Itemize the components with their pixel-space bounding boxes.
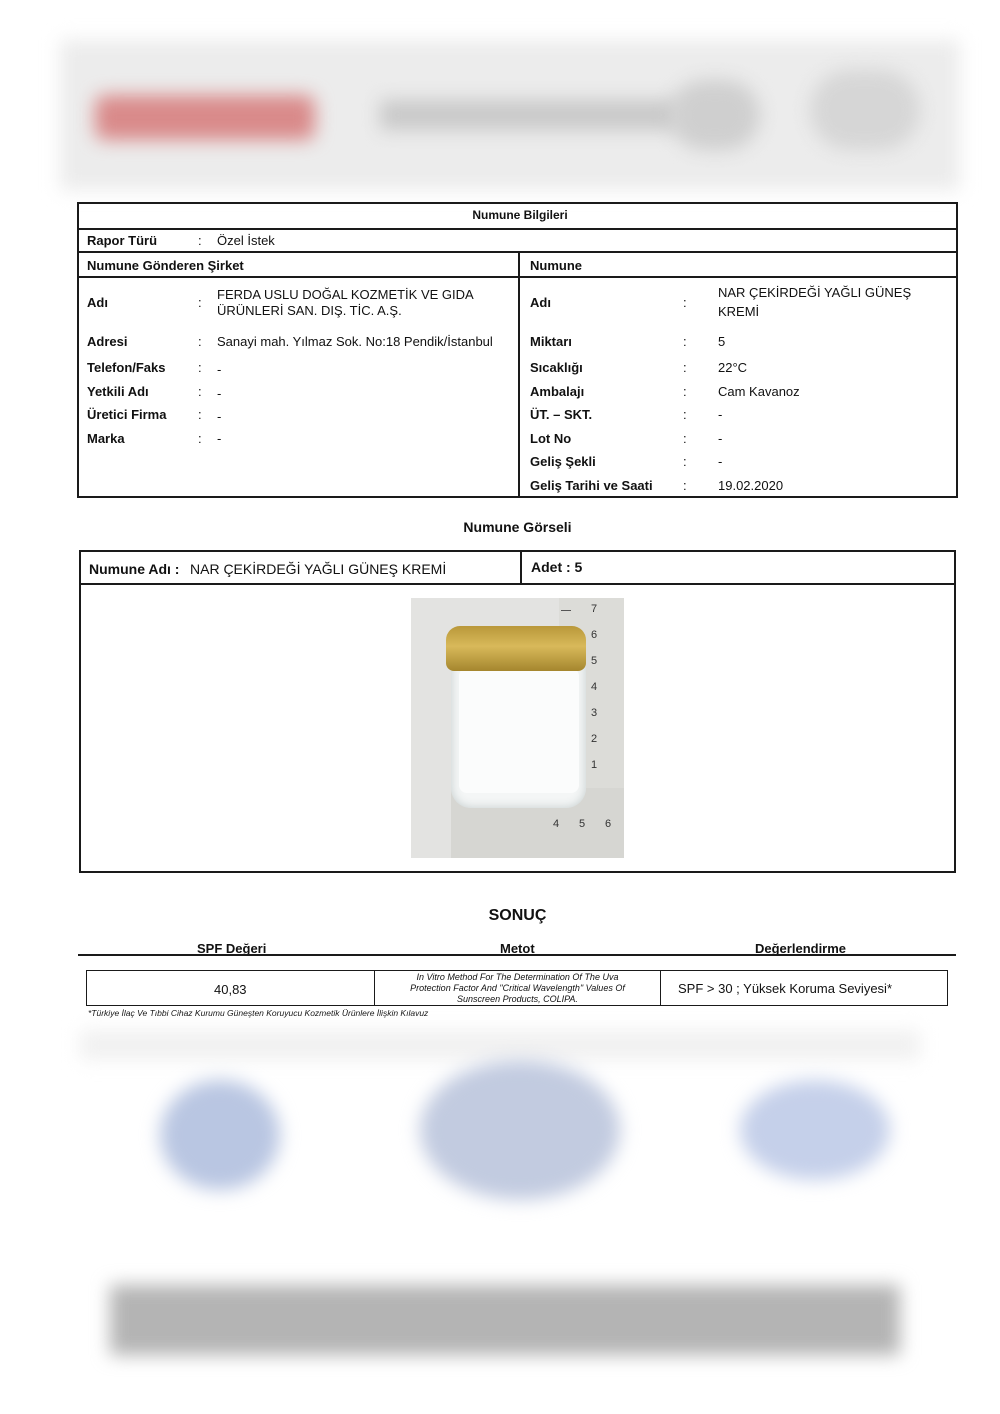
company-name-line1: FERDA USLU DOĞAL KOZMETİK VE GIDA [217, 287, 474, 302]
dates-label: ÜT. – SKT. [530, 407, 593, 422]
colon: : [198, 295, 202, 310]
column-divider [518, 251, 520, 276]
col-evaluation-header: Değerlendirme [755, 941, 847, 956]
colon: : [198, 360, 202, 375]
colon: : [198, 233, 202, 248]
ruler-number: 3 [591, 707, 598, 719]
blurred-stamp [420, 1060, 620, 1200]
colon: : [683, 478, 687, 493]
method-line2: Protection Factor And "Critical Wavelength" Values Of [410, 983, 625, 993]
blurred-header-text [380, 100, 680, 130]
blurred-accreditation-mark [670, 80, 760, 150]
arrival-date-label: Geliş Tarihi ve Saati [530, 478, 653, 493]
blurred-footer-bar [110, 1285, 900, 1355]
sample-photo [411, 598, 624, 858]
evaluation-value: SPF > 30 ; Yüksek Koruma Seviyesi* [678, 981, 892, 996]
colon: : [198, 384, 202, 399]
result-title: SONUÇ [488, 907, 547, 924]
temperature-value: 22°C [718, 360, 748, 375]
sample-count: Adet : 5 [531, 559, 583, 575]
report-type-value: Özel İstek [217, 233, 275, 248]
ruler-number: 5 [579, 818, 586, 830]
blurred-logo [95, 95, 315, 140]
sample-image-title: Numune Görseli [463, 519, 572, 535]
column-divider [518, 276, 520, 498]
company-name-label: Adı [87, 295, 108, 310]
colon: : [683, 360, 687, 375]
blurred-signature [740, 1080, 890, 1180]
ruler-number: 5 [591, 655, 598, 667]
spf-value: 40,83 [214, 982, 247, 997]
quantity-label: Miktarı [530, 334, 572, 349]
blurred-footer-text [80, 1030, 920, 1060]
ruler-number: 7 [591, 603, 598, 615]
address-value: Sanayi mah. Yılmaz Sok. No:18 Pendik/İstanbul [217, 334, 493, 349]
result-header-rule [78, 954, 956, 956]
sample-info-title: Numune Bilgileri [472, 208, 568, 222]
colon: : [198, 407, 202, 422]
authorized-value: - [217, 386, 222, 401]
colon: : [683, 384, 687, 399]
colon: : [683, 334, 687, 349]
sample-header: Numune [530, 258, 582, 273]
method-line3: Sunscreen Products, COLIPA. [457, 994, 578, 1004]
colon: : [198, 334, 202, 349]
blurred-signature [160, 1080, 280, 1190]
sample-name-line1: NAR ÇEKİRDEĞİ YAĞLI GÜNEŞ [718, 285, 912, 300]
phone-label: Telefon/Faks [87, 360, 166, 375]
colon: : [683, 454, 687, 469]
sender-company-header: Numune Gönderen Şirket [87, 258, 244, 273]
report-type-label: Rapor Türü [87, 233, 158, 248]
ruler-tick [561, 610, 571, 611]
colon: : [198, 431, 202, 446]
address-label: Adresi [87, 334, 128, 349]
sample-name-label: Adı [530, 295, 551, 310]
ruler-number: 6 [591, 629, 598, 641]
packaging-value: Cam Kavanoz [718, 384, 800, 399]
dates-value: - [718, 407, 723, 422]
arrival-method-value: - [718, 454, 723, 469]
manufacturer-value: - [217, 409, 222, 424]
temperature-label: Sıcaklığı [530, 360, 583, 375]
blurred-accreditation-mark-2 [810, 70, 920, 150]
ruler-number: 4 [591, 681, 598, 693]
col-method-header: Metot [500, 941, 535, 956]
lot-label: Lot No [530, 431, 572, 446]
method-line1: In Vitro Method For The Determination Of The Uva [416, 972, 619, 982]
manufacturer-label: Üretici Firma [87, 407, 167, 422]
arrival-date-value: 19.02.2020 [718, 478, 784, 493]
sample-name-caption-label: Numune Adı : [89, 561, 180, 577]
colon: : [683, 407, 687, 422]
col-spf-header: SPF Değeri [197, 941, 267, 956]
colon: : [683, 431, 687, 446]
column-divider [660, 970, 661, 1006]
divider [77, 228, 958, 230]
footnote: *Türkiye İlaç Ve Tıbbi Cihaz Kurumu Güneşten Koruyucu Kozmetik Ürünlere İlişkin Kılavuz [88, 1008, 429, 1018]
authorized-label: Yetkili Adı [87, 384, 149, 399]
colon: : [683, 295, 687, 310]
brand-label: Marka [87, 431, 125, 446]
company-name-line2: ÜRÜNLERİ SAN. DIŞ. TİC. A.Ş. [217, 303, 402, 318]
brand-value: - [217, 431, 222, 446]
sample-name-line2: KREMİ [718, 304, 760, 319]
ruler-number: 2 [591, 733, 598, 745]
lot-value: - [718, 431, 723, 446]
packaging-label: Ambalajı [530, 384, 585, 399]
jar-lid [446, 626, 586, 671]
cream [459, 668, 579, 793]
phone-value: - [217, 362, 222, 377]
ruler-number: 1 [591, 759, 598, 771]
arrival-method-label: Geliş Şekli [530, 454, 596, 469]
divider [79, 583, 956, 585]
ruler-number: 4 [553, 818, 560, 830]
column-divider [520, 550, 522, 583]
quantity-value: 5 [718, 334, 726, 349]
sample-name-caption-value: NAR ÇEKİRDEĞİ YAĞLI GÜNEŞ KREMİ [190, 561, 447, 577]
ruler-number: 6 [605, 818, 612, 830]
